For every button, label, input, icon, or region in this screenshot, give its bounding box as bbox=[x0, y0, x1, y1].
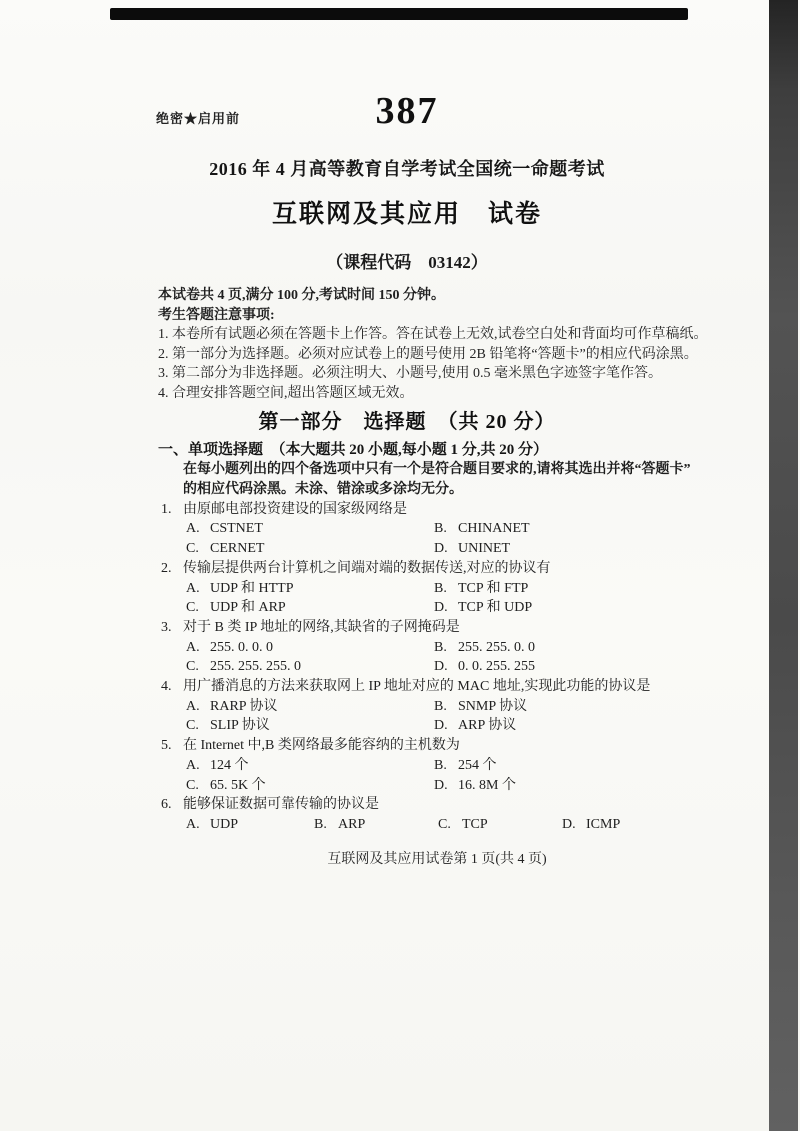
question-stem: 在 Internet 中,B 类网络最多能容纳的主机数为 bbox=[183, 738, 460, 754]
scan-artifact-right-bar bbox=[769, 0, 798, 1131]
question-block bbox=[158, 500, 700, 559]
question-number: 3. bbox=[161, 619, 172, 635]
option-text: 255. 255. 255. 0 bbox=[210, 659, 301, 675]
section-title: 第一部分 选择题 （共 20 分） bbox=[258, 410, 556, 433]
option-label: D. bbox=[434, 541, 448, 557]
options-grid bbox=[158, 697, 700, 736]
classification-label: 绝密★启用前 bbox=[156, 111, 241, 126]
option-text: UDP 和 ARP bbox=[210, 600, 286, 616]
options-grid bbox=[158, 519, 700, 558]
question-stem: 由原邮电部投资建设的国家级网络是 bbox=[183, 501, 407, 517]
option bbox=[434, 579, 700, 599]
question-stem: 用广播消息的方法来获取网上 IP 地址对应的 MAC 地址,实现此功能的协议是 bbox=[183, 679, 651, 695]
option-text: ARP bbox=[338, 816, 366, 832]
option-text: 16. 8M 个 bbox=[458, 777, 516, 793]
option-label: A. bbox=[186, 580, 200, 596]
option-text: 0. 0. 255. 255 bbox=[458, 659, 535, 675]
option-text: UNINET bbox=[458, 541, 511, 557]
question-stem-row bbox=[158, 618, 700, 638]
option-label: A. bbox=[186, 816, 200, 832]
option bbox=[434, 697, 700, 717]
option bbox=[186, 598, 434, 618]
question-block bbox=[158, 559, 700, 618]
question-stem: 传输层提供两台计算机之间端对端的数据传送,对应的协议有 bbox=[183, 560, 551, 576]
option bbox=[186, 815, 314, 835]
option bbox=[186, 697, 434, 717]
option-text: CERNET bbox=[210, 541, 265, 557]
option-label: C. bbox=[186, 718, 199, 734]
option-label: B. bbox=[434, 757, 447, 773]
option-label: A. bbox=[186, 698, 200, 714]
option-text: ARP 协议 bbox=[458, 718, 517, 734]
option bbox=[186, 776, 434, 796]
option-text: CHINANET bbox=[458, 521, 530, 537]
paper-title: 互联网及其应用 试卷 bbox=[271, 201, 542, 228]
option bbox=[434, 716, 700, 736]
options-grid bbox=[158, 638, 700, 677]
option bbox=[434, 519, 700, 539]
question-stem-row bbox=[158, 559, 700, 579]
option-text: CSTNET bbox=[210, 521, 263, 537]
option-text: TCP bbox=[462, 816, 488, 832]
option-text: 255. 0. 0. 0 bbox=[210, 639, 273, 655]
option-text: 255. 255. 0. 0 bbox=[458, 639, 535, 655]
option-text: ICMP bbox=[586, 816, 621, 832]
option-label: C. bbox=[186, 541, 199, 557]
option-label: B. bbox=[434, 580, 447, 596]
option-label: B. bbox=[434, 521, 447, 537]
subsection-intro-line: 在每小题列出的四个备选项中只有一个是符合题目要求的,请将其选出并将“答题卡” bbox=[183, 462, 691, 478]
option bbox=[186, 539, 434, 559]
option bbox=[186, 756, 434, 776]
option-label: C. bbox=[438, 816, 451, 832]
exam-session-line: 2016 年 4 月高等教育自学考试全国统一命题考试 bbox=[209, 159, 605, 179]
option bbox=[434, 657, 700, 677]
question-stem-row bbox=[158, 736, 700, 756]
option-label: B. bbox=[314, 816, 327, 832]
option bbox=[314, 815, 438, 835]
notice-item: 2. 第一部分为选择题。必须对应试卷上的题号使用 2B 铅笔将“答题卡”的相应代码涂黑。 bbox=[158, 346, 698, 362]
option-label: D. bbox=[434, 659, 448, 675]
option-text: 254 个 bbox=[458, 757, 497, 773]
option bbox=[434, 638, 700, 658]
option bbox=[434, 539, 700, 559]
paper-number: 387 bbox=[375, 90, 439, 132]
option-label: A. bbox=[186, 521, 200, 537]
question-number: 6. bbox=[161, 797, 172, 813]
option bbox=[562, 815, 700, 835]
course-code: （课程代码 03142） bbox=[326, 253, 488, 272]
option-label: C. bbox=[186, 659, 199, 675]
option-text: UDP bbox=[210, 816, 239, 832]
question-stem-row bbox=[158, 795, 700, 815]
question-stem-row bbox=[158, 677, 700, 697]
option-label: C. bbox=[186, 777, 199, 793]
notice-item: 4. 合理安排答题空间,超出答题区域无效。 bbox=[158, 386, 414, 402]
option bbox=[186, 716, 434, 736]
option-text: UDP 和 HTTP bbox=[210, 580, 294, 596]
options-grid bbox=[158, 579, 700, 618]
subsection-title: 一、单项选择题 （本大题共 20 小题,每小题 1 分,共 20 分） bbox=[158, 441, 549, 458]
option-text: 124 个 bbox=[210, 757, 249, 773]
notice-item: 1. 本卷所有试题必须在答题卡上作答。答在试卷上无效,试卷空白处和背面均可作草稿纸。 bbox=[158, 327, 708, 342]
subsection-intro-line: 的相应代码涂黑。未涂、错涂或多涂均无分。 bbox=[183, 482, 463, 498]
option bbox=[434, 776, 700, 796]
option-text: SNMP 协议 bbox=[458, 698, 528, 714]
option-text: SLIP 协议 bbox=[210, 718, 270, 734]
question-number: 1. bbox=[161, 501, 172, 517]
option bbox=[186, 519, 434, 539]
question-block bbox=[158, 618, 700, 677]
option-label: D. bbox=[562, 816, 576, 832]
question-number: 4. bbox=[161, 679, 172, 695]
option bbox=[438, 815, 562, 835]
option bbox=[186, 638, 434, 658]
option-label: A. bbox=[186, 639, 200, 655]
option bbox=[434, 598, 700, 618]
option-text: TCP 和 UDP bbox=[458, 600, 533, 616]
question-stem: 对于 B 类 IP 地址的网络,其缺省的子网掩码是 bbox=[183, 619, 460, 635]
question-stem-row bbox=[158, 500, 700, 520]
option-label: D. bbox=[434, 600, 448, 616]
option-label: B. bbox=[434, 698, 447, 714]
option bbox=[186, 657, 434, 677]
question-block bbox=[158, 736, 700, 795]
option-label: B. bbox=[434, 639, 447, 655]
option bbox=[434, 756, 700, 776]
options-grid bbox=[158, 815, 700, 835]
question-stem: 能够保证数据可靠传输的协议是 bbox=[183, 797, 379, 813]
question-number: 5. bbox=[161, 738, 172, 754]
question-number: 2. bbox=[161, 560, 172, 576]
page-footer: 互联网及其应用试卷第 1 页(共 4 页) bbox=[327, 851, 547, 867]
paper-meta-line: 本试卷共 4 页,满分 100 分,考试时间 150 分钟。 bbox=[158, 288, 445, 303]
option-label: D. bbox=[434, 718, 448, 734]
options-grid bbox=[158, 756, 700, 795]
option-text: 65. 5K 个 bbox=[210, 777, 266, 793]
option-label: A. bbox=[186, 757, 200, 773]
option-text: RARP 协议 bbox=[210, 698, 278, 714]
question-block bbox=[158, 795, 700, 834]
page-content bbox=[158, 0, 708, 869]
option-text: TCP 和 FTP bbox=[458, 580, 529, 596]
notice-item: 3. 第二部分为非选择题。必须注明大、小题号,使用 0.5 毫米黑色字迹签字笔作答。 bbox=[158, 366, 662, 382]
option bbox=[186, 579, 434, 599]
notice-heading: 考生答题注意事项: bbox=[158, 307, 275, 323]
option-label: D. bbox=[434, 777, 448, 793]
option-label: C. bbox=[186, 600, 199, 616]
question-block bbox=[158, 677, 700, 736]
